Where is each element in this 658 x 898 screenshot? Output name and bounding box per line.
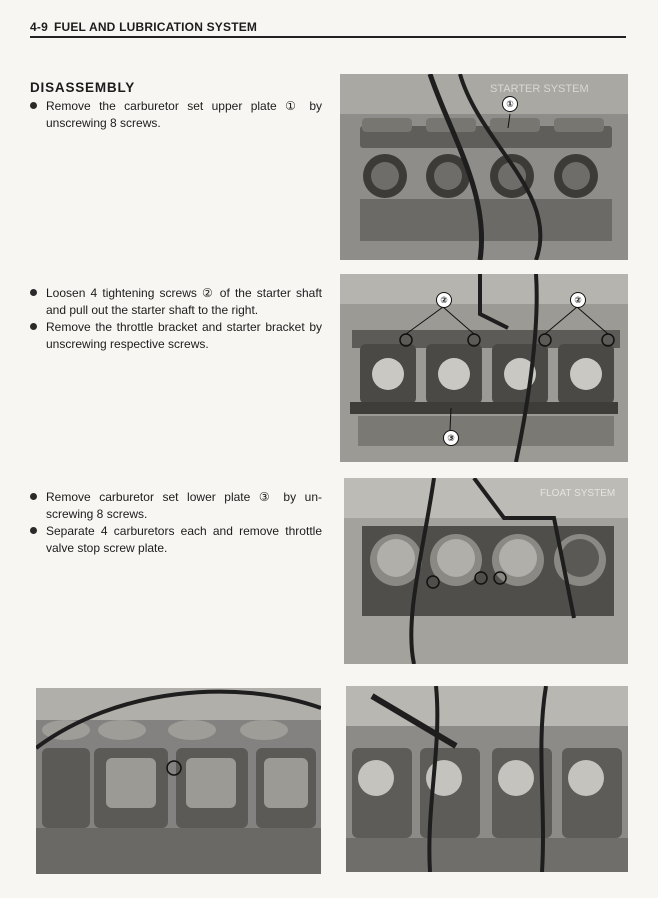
page-number: 4-9 [30,20,48,34]
callout-2-left: ② [436,292,452,308]
step-5-text: Separate 4 carburetors each and remove throttle valve stop screw plate. [46,524,322,555]
photo-separated-right [346,686,628,872]
step-group-3 [30,489,322,557]
photo1-sign-text: STARTER SYSTEM [490,83,589,95]
bullet-icon [30,527,37,534]
callout-1: ① [502,96,518,112]
step-group-1 [30,98,322,132]
bullet-icon [30,289,37,296]
photo-separated-left [36,688,321,874]
photo-upper-plate [340,74,628,260]
chapter-title: FUEL AND LUBRICATION SYSTEM [53,20,258,34]
step-4-text: Remove carburetor set lower plate ③ by un-screwing 8 screws. [46,490,322,521]
step-group-2 [30,285,322,353]
step-4 [30,489,322,523]
bullet-icon [30,493,37,500]
callout-3: ③ [443,430,459,446]
step-1 [30,98,322,132]
bullet-icon [30,323,37,330]
bullet-icon [30,102,37,109]
section-title: DISASSEMBLY [30,80,136,95]
photo-starter-shaft [340,274,628,462]
photo3-sign-text: FLOAT SYSTEM [540,488,616,499]
step-2 [30,285,322,319]
page-header [30,20,626,38]
step-2-text: Loosen 4 tightening screws ② of the starter shaft and pull out the starter shaft to the right. [46,286,322,317]
step-5 [30,523,322,557]
step-3 [30,319,322,353]
step-3-text: Remove the throttle bracket and starter bracket by unscrewing respective screws. [46,320,322,351]
step-1-text: Remove the carburetor set upper plate ① by unscrewing 8 screws. [46,99,322,130]
callout-2-right: ② [570,292,586,308]
photo-lower-plate [344,478,628,664]
